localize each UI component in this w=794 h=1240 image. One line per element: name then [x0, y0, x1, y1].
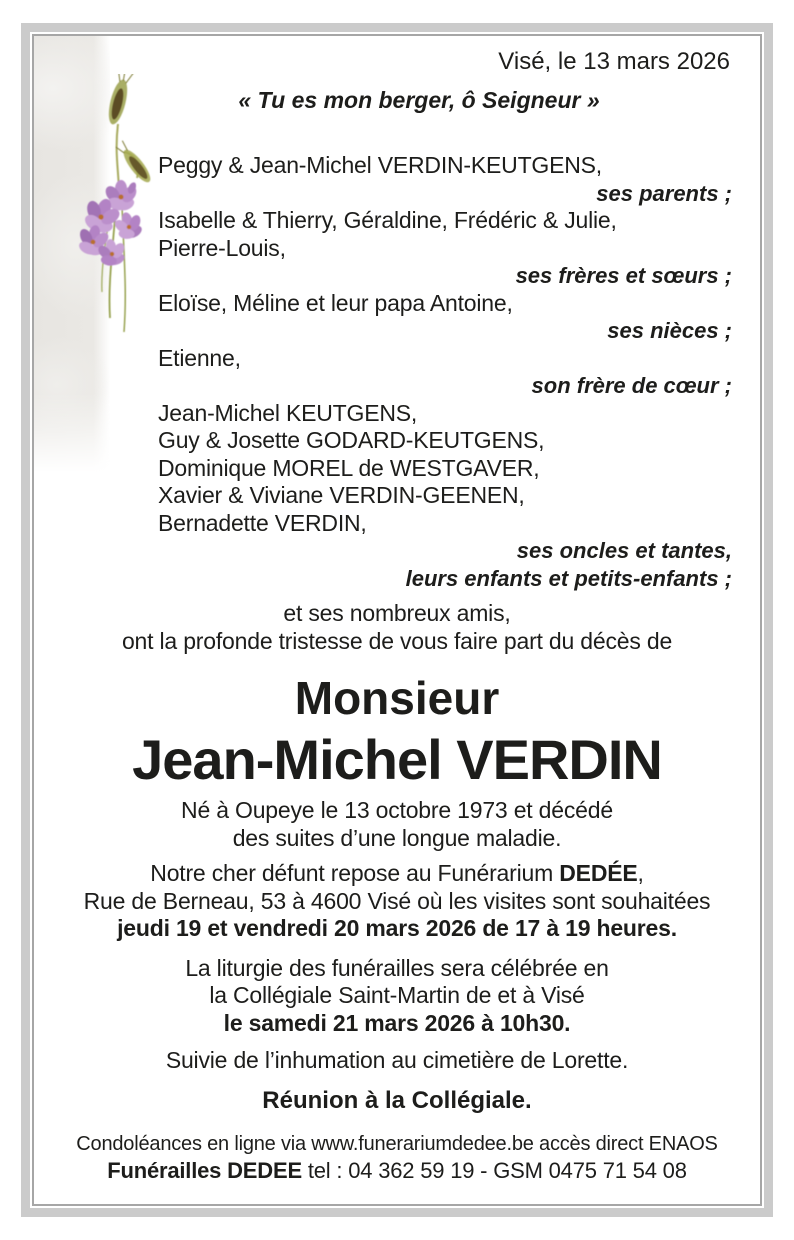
- repose-text: Notre cher défunt repose au Funérarium: [150, 860, 560, 886]
- family-name-line: Xavier & Viviane VERDIN-GEENEN,: [158, 482, 525, 508]
- footer: [34, 1131, 760, 1185]
- liturgy-line: la Collégiale Saint-Martin de et à Visé: [209, 982, 585, 1008]
- family-name-line: Jean-Michel KEUTGENS,: [158, 399, 418, 426]
- contact-numbers: tel : 04 362 59 19 - GSM 0475 71 54 08: [301, 1157, 687, 1183]
- dateline: Visé, le 13 mars 2026: [498, 48, 730, 75]
- family-name-line: Dominique MOREL de WESTGAVER,: [158, 454, 540, 481]
- birth-death-line: Né à Oupeye le 13 octobre 1973 et décédé: [181, 797, 613, 823]
- family-list: [34, 152, 760, 592]
- relation-label: ses parents ;: [596, 180, 732, 206]
- visitation-info: [34, 860, 760, 943]
- relation-label: leurs enfants et petits-enfants ;: [405, 565, 732, 591]
- page-frame: [21, 23, 773, 1217]
- page-content: [34, 36, 760, 1204]
- relation-label: ses oncles et tantes,: [516, 538, 732, 563]
- page-frame-inner: [32, 34, 762, 1206]
- family-name-line: Pierre-Louis,: [158, 234, 286, 261]
- burial-line: Suivie de l’inhumation au cimetière de Lorette.: [165, 1047, 629, 1073]
- family-name-line: Isabelle & Thierry, Géraldine, Frédéric & Julie,: [158, 207, 617, 233]
- ceremony-info: [34, 955, 760, 1038]
- deceased-title: Monsieur: [294, 672, 500, 724]
- ceremony-datetime: le samedi 21 mars 2026 à 10h30.: [223, 1009, 571, 1036]
- funeral-home-label: Funérailles DEDEE: [107, 1157, 302, 1183]
- address-line: Rue de Berneau, 53 à 4600 Visé où les visites sont souhaitées: [83, 887, 711, 914]
- funeral-home-contact: [34, 1157, 760, 1185]
- funeral-home-name: DEDÉE: [559, 860, 638, 886]
- deceased-name: Jean-Michel VERDIN: [132, 728, 662, 791]
- family-name-line: Eloïse, Méline et leur papa Antoine,: [158, 289, 513, 316]
- repose-text-end: ,: [637, 860, 644, 886]
- announcement-line: et ses nombreux amis,: [283, 600, 511, 626]
- announcement-line: ont la profonde tristesse de vous faire part du décès de: [121, 627, 673, 654]
- liturgy-line: La liturgie des funérailles sera célébrée en: [185, 954, 609, 981]
- family-name-line: Etienne,: [158, 344, 241, 371]
- repose-line: [34, 860, 760, 888]
- family-name-line: Bernadette VERDIN,: [158, 509, 367, 536]
- relation-label: ses nièces ;: [607, 318, 732, 343]
- condolences-line: Condoléances en ligne via www.funerariumdedee.be accès direct ENAOS: [76, 1132, 718, 1155]
- text-column: [34, 36, 760, 1204]
- birth-death-line: des suites d’une longue maladie.: [232, 824, 562, 851]
- relation-label: son frère de cœur ;: [531, 373, 732, 398]
- family-name-line: Peggy & Jean-Michel VERDIN-KEUTGENS,: [158, 152, 602, 178]
- relation-label: ses frères et sœurs ;: [515, 263, 732, 288]
- scripture-quote: « Tu es mon berger, ô Seigneur »: [238, 87, 600, 113]
- visits-schedule: jeudi 19 et vendredi 20 mars 2026 de 17 à 19 heures.: [117, 915, 677, 941]
- family-name-line: Guy & Josette GODARD-KEUTGENS,: [158, 427, 545, 453]
- birth-death: [34, 797, 760, 852]
- announcement: [34, 600, 760, 655]
- meeting-line: Réunion à la Collégiale.: [262, 1086, 532, 1114]
